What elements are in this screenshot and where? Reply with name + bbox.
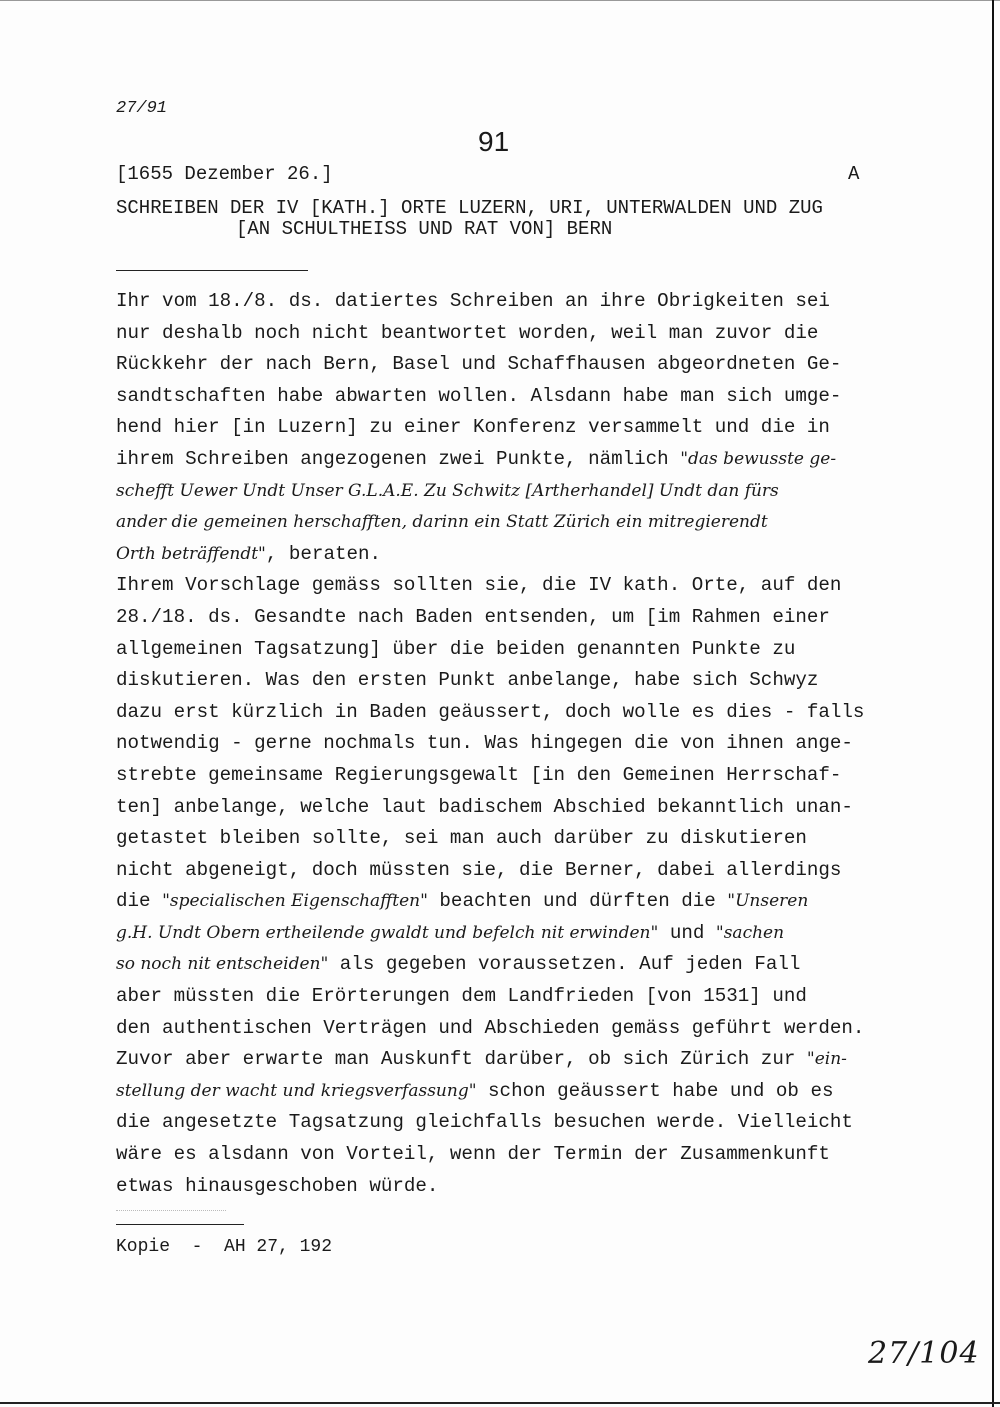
line-text: und bbox=[658, 921, 716, 944]
document-letter: A bbox=[848, 163, 860, 185]
quoted-text: so noch nit entscheiden" bbox=[116, 954, 329, 975]
text-line bbox=[116, 792, 906, 824]
text-line bbox=[116, 697, 906, 729]
body-text bbox=[116, 286, 906, 1202]
quoted-text: g.H. Undt Obern ertheilende gwaldt und befelch nit erwinden" bbox=[116, 922, 659, 943]
text-line bbox=[116, 286, 906, 318]
text-line bbox=[116, 539, 906, 571]
line-text: hend hier [in Luzern] zu einer Konferenz versammelt und die in bbox=[116, 416, 830, 439]
document-date: [1655 Dezember 26.] bbox=[116, 163, 333, 185]
line-text: allgemeinen Tagsatzung] über die beiden genannten Punkte zu bbox=[116, 637, 796, 660]
text-line bbox=[116, 1013, 906, 1045]
line-text: getastet bleiben sollte, sei man auch darüber zu diskutieren bbox=[116, 827, 807, 850]
text-line bbox=[116, 665, 906, 697]
quoted-text: stellung der wacht und kriegsverfassung" bbox=[116, 1080, 477, 1101]
text-line bbox=[116, 476, 906, 508]
text-line bbox=[116, 381, 906, 413]
line-text: Ihr vom 18./8. ds. datiertes Schreiben an ihre Obrigkeiten sei bbox=[116, 290, 830, 312]
line-text: die angesetzte Tagsatzung gleichfalls besuchen werde. Vielleicht bbox=[116, 1111, 853, 1134]
line-text: beachten und dürften die bbox=[427, 890, 728, 913]
document-title-line-2: [AN SCHULTHEISS UND RAT VON] BERN bbox=[236, 218, 613, 240]
line-text: nicht abgeneigt, doch müssten sie, die Berner, dabei allerdings bbox=[116, 858, 842, 881]
text-line bbox=[116, 602, 906, 634]
text-line bbox=[116, 949, 906, 981]
quoted-text: "sachen bbox=[715, 922, 785, 943]
text-line bbox=[116, 886, 906, 918]
line-text: aber müssten die Erörterungen dem Landfrieden [von 1531] und bbox=[116, 985, 807, 1008]
text-line bbox=[116, 318, 906, 350]
scan-edge-bottom bbox=[0, 1402, 1000, 1404]
text-line bbox=[116, 634, 906, 666]
reference-number: 27/91 bbox=[116, 99, 168, 118]
footnote-separator-rule bbox=[116, 1224, 244, 1225]
line-text: sandtschaften habe abwarten wollen. Alsdann habe man sich umge- bbox=[116, 384, 842, 407]
text-line bbox=[116, 981, 906, 1013]
footnote-dotted-line bbox=[116, 1210, 226, 1211]
line-text: , beraten. bbox=[265, 542, 382, 565]
text-line bbox=[116, 1171, 906, 1203]
line-text: notwendig - gerne nochmals tun. Was hingegen die von ihnen ange- bbox=[116, 732, 853, 755]
scan-edge-top bbox=[0, 0, 1000, 1]
text-line bbox=[116, 728, 906, 760]
quoted-text: "ein- bbox=[806, 1049, 847, 1070]
line-text: als gegeben voraussetzen. Auf jeden Fall bbox=[328, 953, 801, 976]
line-text: nur deshalb noch nicht beantwortet worden, weil man zuvor die bbox=[116, 321, 819, 344]
line-text: Ihrem Vorschlage gemäss sollten sie, die IV kath. Orte, auf den bbox=[116, 574, 842, 597]
scan-edge-right bbox=[992, 0, 994, 1407]
text-line bbox=[116, 444, 906, 476]
line-text: 28./18. ds. Gesandte nach Baden entsenden, um [im Rahmen einer bbox=[116, 605, 830, 628]
text-line bbox=[116, 570, 906, 602]
line-text: die bbox=[116, 890, 163, 913]
line-text: Rückkehr der nach Bern, Basel und Schaffhausen abgeordneten Ge- bbox=[116, 353, 842, 376]
title-separator-rule bbox=[116, 270, 308, 271]
line-text: schon geäussert habe und ob es bbox=[476, 1079, 834, 1102]
quoted-text: "Unseren bbox=[727, 891, 809, 912]
quoted-text: ander die gemeinen herschafften, darinn ein Statt Zürich ein mitregierendt bbox=[116, 512, 768, 533]
line-text: strebte gemeinsame Regierungsgewalt [in den Gemeinen Herrschaf- bbox=[116, 763, 842, 786]
quoted-text: Orth beträffendt" bbox=[116, 543, 266, 564]
text-line bbox=[116, 760, 906, 792]
text-line bbox=[116, 1076, 906, 1108]
document-title-line-1: SCHREIBEN DER IV [KATH.] ORTE LUZERN, URI, UNTERWALDEN UND ZUG bbox=[116, 197, 823, 219]
text-line bbox=[116, 349, 906, 381]
line-text: ten] anbelange, welche laut badischem Abschied bekanntlich unan- bbox=[116, 795, 853, 818]
text-line bbox=[116, 918, 906, 950]
line-text: etwas hinausgeschoben würde. bbox=[116, 1174, 439, 1197]
text-line bbox=[116, 823, 906, 855]
line-text: ihrem Schreiben angezogenen zwei Punkte, nämlich bbox=[116, 447, 681, 470]
text-line bbox=[116, 1139, 906, 1171]
line-text: wäre es alsdann von Vorteil, wenn der Termin der Zusammenkunft bbox=[116, 1143, 830, 1166]
line-text: dazu erst kürzlich in Baden geäussert, doch wolle es dies - falls bbox=[116, 700, 865, 723]
quoted-text: "das bewusste ge- bbox=[680, 448, 837, 469]
line-text: Zuvor aber erwarte man Auskunft darüber, ob sich Zürich zur bbox=[116, 1048, 807, 1071]
line-text: diskutieren. Was den ersten Punkt anbelange, habe sich Schwyz bbox=[116, 669, 819, 692]
text-line bbox=[116, 855, 906, 887]
line-text: den authentischen Verträgen und Abschieden gemäss geführt werden. bbox=[116, 1016, 865, 1039]
quoted-text: schefft Uewer Undt Unser G.L.A.E. Zu Schwitz [Artherhandel] Undt dan fürs bbox=[116, 480, 779, 501]
quoted-text: "specialischen Eigenschafften" bbox=[162, 891, 428, 912]
text-line bbox=[116, 412, 906, 444]
text-line bbox=[116, 507, 906, 539]
handwritten-reference: 27/104 bbox=[868, 1336, 980, 1371]
source-note: Kopie - AH 27, 192 bbox=[116, 1237, 333, 1257]
text-line bbox=[116, 1044, 906, 1076]
text-line bbox=[116, 1107, 906, 1139]
page-number: 91 bbox=[478, 126, 510, 157]
